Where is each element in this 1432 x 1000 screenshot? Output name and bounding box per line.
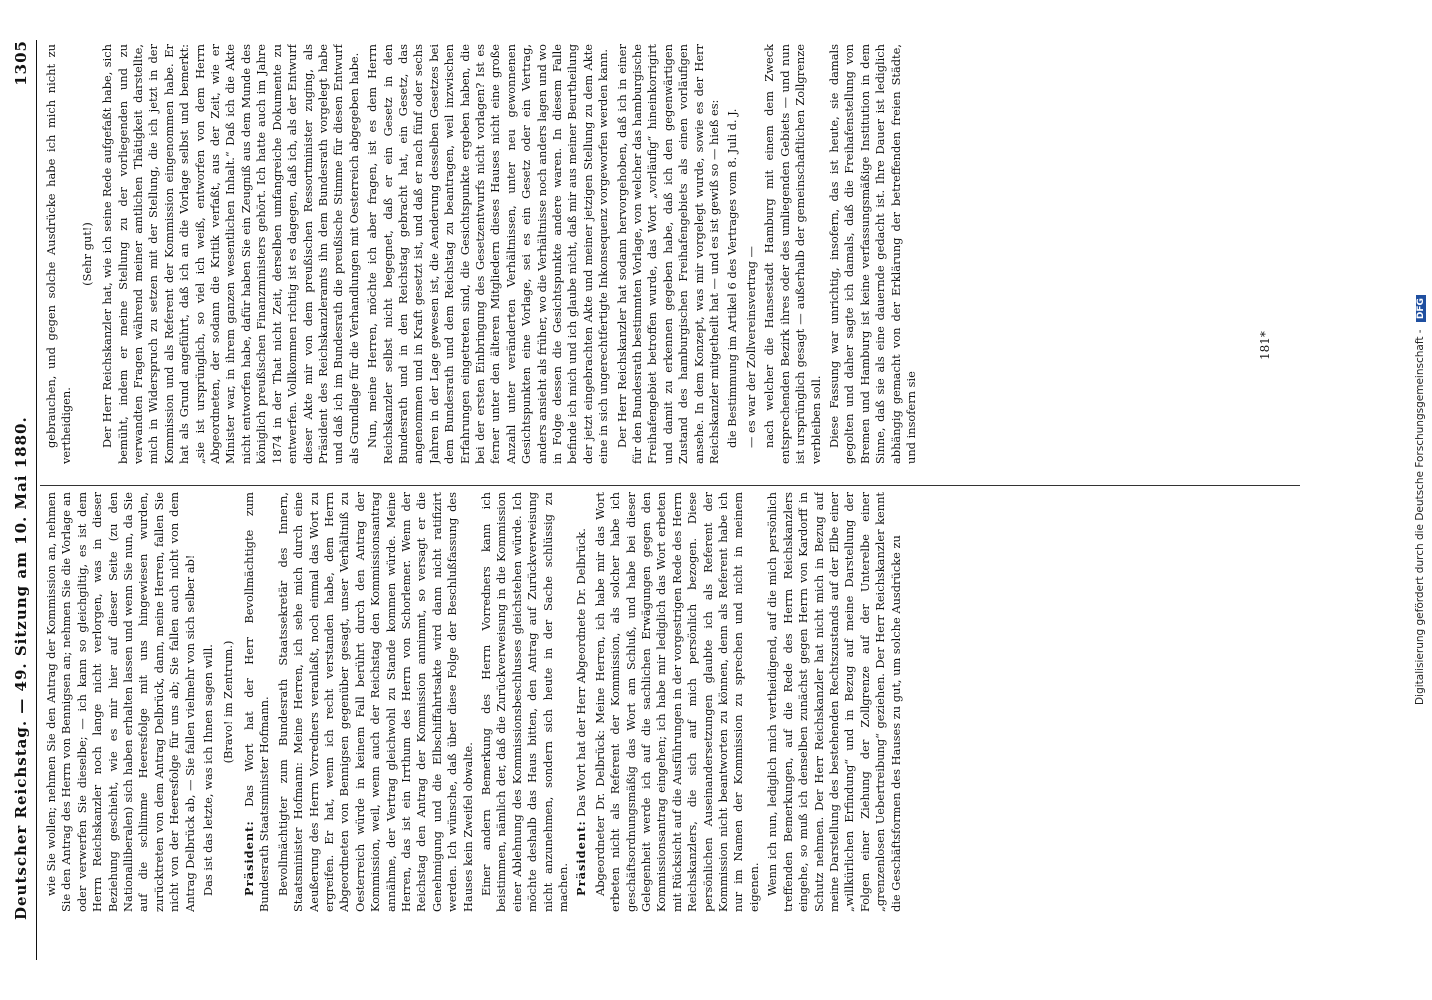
paragraph: nach welcher die Hansestadt Hamburg mit einem dem Zweck entsprechenden Bezirk ihres oder des umliegenden Gebiets — und nun ist ursprünglich gesagt — außerhalb der gemeinschaftlichen Zollgrenze verbleiben soll.	[762, 44, 823, 464]
speaker-label: Präsident:	[241, 820, 256, 896]
speaker-text: Das Wort hat der Herr Bevollmächtigte zum Bundesrath Staatsminister Hofmann.	[241, 492, 272, 912]
paragraph: Bevollmächtigter zum Bundesrath Staatssekretär des Innern, Staatsminister Hofmann: Meine Herren, ich sehe mich durch eine Aeußerung des Herrn Vorredners veranlaßt, noch einmal das Wort zu ergreifen. Er hat, wenn ich recht verstanden habe, dem Herrn Abgeordneten von Bennigsen gegenüber gesagt, unser Verhältniß zu Oesterreich würde in keinem Fall berührt durch den Antrag der Kommission, weil, wenn auch der Reichstag den Kommissionsantrag annähme, der Vertrag gleichwohl zu Stande kommen würde. Meine Herren, das ist ein Irrthum des Herrn von Schorlemer. Wenn der Reichstag den Antrag der Kommission annimmt, so versagt er die Genehmigung und die Elbschiffahrtsakte wird dann nicht ratifizirt werden. Ich wünsche, daß über diese Folge der Beschlußfassung des Hauses kein Zweifel obwalte.	[275, 492, 475, 912]
footer	[1414, 0, 1426, 1000]
text-column-left	[44, 492, 1292, 912]
paragraph: gebrauchen, und gegen solche Ausdrücke habe ich mich nicht zu vertheidigen.	[44, 44, 74, 464]
paragraph: Diese Fassung war unrichtig, insofern, das ist heute, sie damals gegolten und daher sagte ich damals, daß die Freihafenstellung von Bremen und Hamburg ist keine verfassungsmäßige Institution in dem Sinne, daß sie als eine dauernde gedacht ist. Ihre Dauer ist lediglich abhängig gemacht von der Erklärung der betreffenden freien Städte, und insofern sie	[826, 44, 918, 464]
paragraph: Einer andern Bemerkung des Herrn Vorredners kann ich beistimmen, nämlich der, daß die Zurückverweisung in die Kommission einer Ablehnung des Kommissionsbeschlusses gleichstehen würde. Ich möchte deshalb das Haus bitten, den Antrag auf Zurückverweisung nicht anzunehmen, sondern sich heute in der Sache schlüssig zu machen.	[478, 492, 570, 912]
paragraph: wie Sie wollen; nehmen Sie den Antrag der Kommission an, nehmen Sie den Antrag des Herrn von Bennigsen an; nehmen Sie die Vorlage an oder verwerfen Sie dieselbe; — ich kann so gleichgiltig, es ist dem Herrn Reichskanzler noch lange nicht verlorgen, was in dieser Beziehung geschieht, wie es mir hier auf dieser Seite (zu den Nationalliberalen) sich haben erhalten lassen und wenn Sie nun, da Sie auf die schlimme Heeresfolge mit uns hingewiesen wurden, zurücktreten von dem Antrag Delbrück, dann, meine Herren, fallen Sie nicht von der Heeresfolge für uns ab; Sie fallen auch nicht von dem Antrag Delbrück ab, — Sie fallen vielmehr von sich selber ab!	[44, 492, 197, 912]
paragraph: (Sehr gut!)	[79, 222, 94, 286]
running-header	[12, 40, 34, 960]
header-rule	[36, 40, 37, 960]
speaker-text: Das Wort hat der Herr Abgeordnete Dr. Delbrück.	[574, 528, 589, 817]
speaker-paragraph	[574, 492, 589, 912]
footer-text: Digitalisierung gefördert durch die Deutsche Forschungsgemeinschaft -	[1414, 329, 1426, 705]
paragraph: Der Herr Reichskanzler hat, wie ich seine Rede aufgefaßt habe, sich bemüht, indem er meine Stellung zu der vorliegenden und zu verwandten Fragen während meiner amtlichen Thätigkeit darstellte, mich in Widerspruch zu setzen mit der Stellung, die ich jetzt in der Kommission und als Referent der Kommission eingenommen habe. Er hat als Grund angeführt, daß ich an die Vorlage selbst und bemerkt: „sie ist ursprünglich, so viel ich weiß, entworfen von dem Herrn Abgeordneten, der sodann die Kritik verfaßt, aus der Zeit, wie er Minister war, in ihrem ganzen wesentlichen Inhalt.“ Daß ich die Akte nicht entworfen habe, dafür haben Sie ein Zeugniß aus dem Munde des königlich preußischen Finanzministers gehört. Ich hatte auch im Jahre 1874 in der That nicht Zeit, derselben umfangreiche Dokumente zu entwerfen. Vollkommen richtig ist es dagegen, daß ich, als der Entwurf dieser Akte mir von dem preußischen Ressortminister zuging, als Präsident des Reichskanzleramts ihn dem Bundesrath vorgelegt habe und daß ich im Bundesrath die preußische Stimme für diesen Entwurf als Grundlage für die Verhandlungen mit Oesterreich abgegeben habe.	[100, 44, 361, 464]
column-divider	[40, 485, 1300, 486]
paragraph: Wenn ich nun, lediglich mich vertheidigend, auf die mich persönlich treffenden Bemerkungen, auf die Rede des Herrn Reichskanzlers eingehe, so muß ich denselben zunächst gegen Herrn von Kardorff in Schutz nehmen. Der Herr Reichskanzler hat nicht mich in Bezug auf meine Darstellung des bestehenden Rechtszustands auf der Elbe einer „willkürlichen Erfindung“ und in Bezug auf meine Darstellung der Folgen einer Ziehung der Zollgrenze auf der Unterelbe einer „grenzenlosen Uebertreibung“ geziehen. Der Herr Reichskanzler kennt die Geschäftsformen des Hauses zu gut, um solche Ausdrücke zu	[765, 492, 903, 912]
header-title: Deutscher Reichstag. — 49. Sitzung am 10. Mai 1880.	[12, 416, 30, 920]
paragraph: Der Herr Reichskanzler hat sodann hervorgehoben, daß ich in einer für den Bundesrath bestimmten Vorlage, von welcher das hamburgische Freihafengebiet betroffen wurde, das Wort „vorläufig“ hineinkorrigirt und damit zu erkennen gegeben habe, daß ich den gegenwärtigen Zustand des hamburgischen Freihafengebiets als einen vorläufigen ansehe. In dem Konzept, was mir vorgelegt wurde, sowie es der Herr Reichskanzler mitgetheilt hat — und es ist gewiß so — hieß es:	[614, 44, 722, 464]
paragraph: Das ist das letzte, was ich Ihnen sagen will.	[201, 644, 216, 896]
dfg-logo: DFG	[1416, 295, 1426, 322]
paragraph: (Bravo! im Zentrum.)	[221, 640, 236, 764]
speaker-label: Präsident:	[574, 820, 589, 896]
page-number: 1305	[12, 40, 30, 86]
paragraph: — es war der Zollvereinsvertrag —	[743, 246, 758, 448]
speaker-paragraph	[242, 492, 273, 912]
signature-mark: 181*	[1258, 331, 1272, 360]
text-column-right	[44, 44, 1292, 464]
paragraph: Nun, meine Herren, möchte ich aber fragen, ist es dem Herrn Reichskanzler selbst nicht begegnet, daß er ein Gesetz in den Bundesrath und in den Reichstag gebracht hat, ein Gesetz, das angenommen und in Kraft gesetzt ist, und daß er nach fünf oder sechs Jahren in der Lage gewesen ist, die Aenderung desselben Gesetzes bei dem Bundesrath und dem Reichstag zu beantragen, weil inzwischen Erfahrungen eingetreten sind, die Gesichtspunkte ergeben haben, die bei der ersten Einbringung des Gesetzentwurfs nicht vorlagen? Ist es ferner unter den älteren Mitgliedern dieses Hauses nicht eine große Anzahl unter veränderten Verhältnissen, unter neu gewonnenen Gesichtspunkten eine Vorlage, sei es ein Gesetz oder ein Vertrag, anders ansieht als früher, wo die Verhältnisse noch anders lagen und wo in Folge dessen die Gesichtspunkte andere waren. In diesem Falle befinde ich mich und ich glaube nicht, daß mir aus meiner Beurtheilung der jetzt eingebrachten Akte und meiner jetzigen Stellung zu dem Akte eine in sich ungerechtfertigte Inkonsequenz vorgeworfen werden kann.	[365, 44, 611, 464]
paragraph: Abgeordneter Dr. Delbrück: Meine Herren, ich habe mir das Wort erbeten nicht als Referent der Kommission, als solcher habe ich geschäftsordnungsmäßig das Wort am Schluß, und habe bei dieser Gelegenheit werde ich auf die sachlichen Erwägungen gegen den Kommissionsantrag eingehen; ich habe mir lediglich das Wort erbeten mit Rücksicht auf die Ausführungen in der vorgestrigen Rede des Herrn Reichskanzlers, die sich auf mich persönlich bezogen. Diese persönlichen Auseinandersetzungen glaubte ich als Referent der Kommission nicht beantworten zu können, denn als Referent habe ich nur im Namen der Kommission zu sprechen und nicht in meinem eigenen.	[592, 492, 761, 912]
paragraph: die Bestimmung im Artikel 6 des Vertrages vom 8. Juli d. J.	[725, 108, 740, 448]
